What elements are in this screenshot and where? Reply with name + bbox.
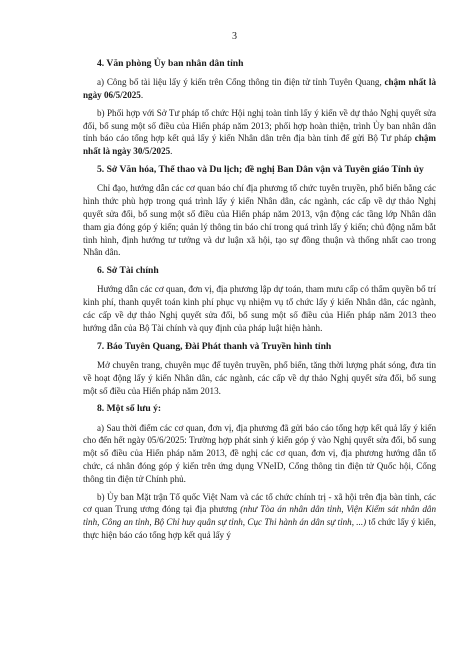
section-8-item-b [83, 491, 436, 542]
section-4-item-a-deadline: chậm nhất là ngày 06/5/2025 [83, 77, 436, 101]
section-5-text: Chỉ đạo, hướng dẫn các cơ quan báo chí địa phương tổ chức tuyên truyền, phổ biến bằng các hình thức phù hợp trong quá trình lấy ý kiến Nhân dân, các ngành, các cấp về dự thảo Nghị quyết sửa đổi, bổ sung một số điều của Hiến pháp năm 2013, vận động các tầng lớp Nhân dân tham gia đóng góp ý kiến; quản lý thông tin báo chí trong quá trình lấy ý kiến; chủ động nắm bắt tình hình, định hướng tư tưởng và dư luận xã hội, tạo sự đồng thuận và thống nhất cao trong Nhân dân. [83, 183, 436, 258]
section-4-item-b-end: . [170, 146, 173, 157]
section-8-item-a: a) Sau thời điểm các cơ quan, đơn vị, địa phương đã gửi báo cáo tổng hợp kết quả lấy ý kiến cho đến hết ngày 05/6/2025: Trường hợp phát sinh ý kiến góp ý vào Nghị quyết sửa đổi, bổ sung một số điều của Hiến pháp năm 2013, đề nghị các cơ quan, đơn vị, địa phương hướng dẫn tổ chức, cá nhân đóng góp ý kiến trên ứng dụng VNeID, Cổng thông tin điện tử Quốc hội, Cổng thông tin điện tử Chính phủ. [83, 422, 436, 484]
section-8-item-b-text-end: tổ chức lấy ý kiến, thực hiện báo cáo tổng hợp kết quả lấy ý [83, 517, 436, 540]
section-4-item-a [83, 76, 436, 102]
section-4-item-b-deadline: chậm nhất là ngày 30/5/2025 [83, 133, 436, 157]
section-4-item-a-text: a) Công bố tài liệu lấy ý kiến trên Cổng thông tin điện tử tỉnh Tuyên Quang, [97, 77, 385, 88]
document-body [83, 57, 436, 547]
section-8-item-b-text: b) Ủy ban Mặt trận Tổ quốc Việt Nam và các tổ chức chính trị - xã hội trên địa bàn tỉnh, các cơ quan Trung ương đóng tại địa phương [83, 491, 436, 515]
section-7-text: Mở chuyên trang, chuyên mục để tuyên truyền, phổ biến, tăng thời lượng phát sóng, đưa tin về hoạt động lấy ý kiến Nhân dân, các ngành, các cấp về dự thảo Nghị quyết sửa đổi, bổ sung một số điều của Hiến pháp năm 2013. [83, 359, 436, 396]
section-7-heading: 7. Báo Tuyên Quang, Đài Phát thanh và Truyền hình tỉnh [97, 340, 332, 352]
section-4-item-b [83, 107, 436, 158]
section-8-item-b-italic: (như Tòa án nhân dân tỉnh, Viện Kiểm sát nhân dân tỉnh, Công an tỉnh, Bộ Chỉ huy quân sự tỉnh, Cục Thi hành án dân sự tỉnh, ...) [83, 504, 437, 528]
section-8-heading: 8. Một số lưu ý: [97, 403, 162, 415]
section-6-text: Hướng dẫn các cơ quan, đơn vị, địa phương lập dự toán, tham mưu cấp có thẩm quyền bố trí kinh phí, thanh quyết toán kinh phí phục vụ nhiệm vụ tổ chức lấy ý kiến Nhân dân, các ngành, các cấp về dự thảo Nghị quyết sửa đổi, bổ sung một số điều của Hiến pháp năm 2013 theo hướng dẫn của Bộ Tài chính và quy định của pháp luật hiện hành. [83, 284, 436, 333]
section-5-heading: 5. Sở Văn hóa, Thể thao và Du lịch; đề nghị Ban Dân vận và Tuyên giáo Tỉnh ủy [97, 164, 424, 176]
section-4-heading: 4. Văn phòng Ủy ban nhân dân tỉnh [97, 58, 244, 69]
section-4-item-a-end: . [140, 90, 144, 101]
page-number: 3 [232, 31, 237, 42]
section-6-heading: 6. Sở Tài chính [97, 265, 159, 277]
section-4-item-b-text: b) Phối hợp với Sở Tư pháp tổ chức Hội nghị toàn tỉnh lấy ý kiến về dự thảo Nghị quyết sửa đổi, bổ sung một số điều của Hiến pháp năm 2013; phối hợp hoàn thiện, trình Ủy ban nhân dân tỉnh báo cáo tổng hợp kết quả lấy ý kiến Nhân dân trên địa bàn tỉnh để gửi Bộ Tư pháp [83, 107, 436, 144]
